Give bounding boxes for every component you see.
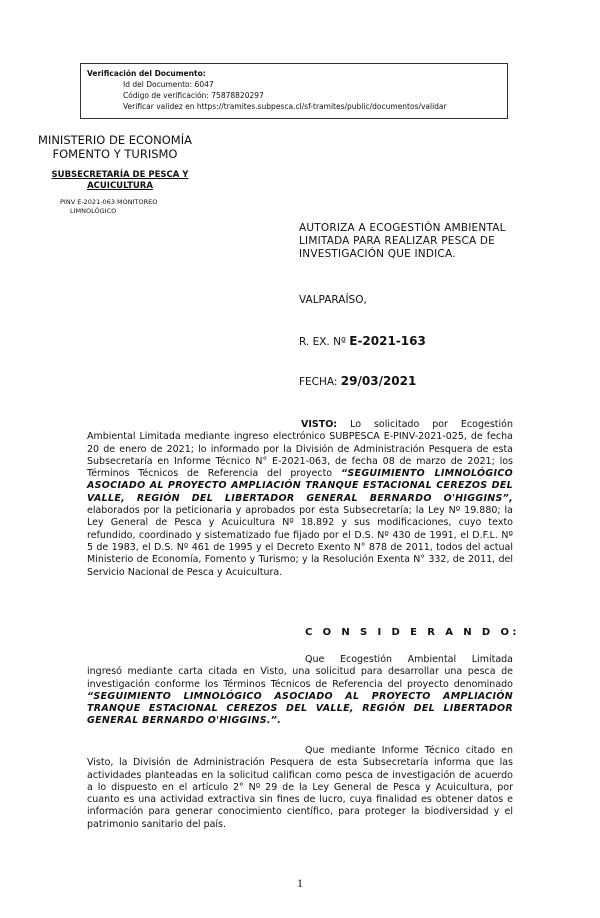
verification-item-url: • Verificar validez en https://tramites.subpesca.cl/sf-tramites/public/documentos/validar <box>123 101 501 112</box>
verification-box <box>80 63 508 119</box>
verification-title: Verificación del Documento: <box>87 69 206 78</box>
considerando-heading: C O N S I D E R A N D O: <box>305 627 520 638</box>
subsecretaria-header <box>35 170 205 192</box>
visto-project-name: “SEGUIMIENTO LIMNOLÓGICO ASOCIADO AL PROYECTO AMPLIACIÓN TRANQUE ESTACIONAL CEREZOS DEL VALLE, REGIÓN DEL LIBERTADOR GENERAL BERNARDO O'HIGGINS”, <box>87 468 514 504</box>
verification-item-id: • Id del Documento: 6047 <box>123 79 501 90</box>
visto-text-1: Lo solicitado por Ecogestión Ambiental Limitada mediante ingreso electrónico SUBPESCA E-PINV-2021-025, de fecha 20 de enero de 2021; lo informado por la División de Administración Pesquera de esta Subsecretaría en Informe Técnico N° E-2021-063, de fecha 08 de marzo de 2021; los Términos Técnicos de Referencia del proyecto <box>87 419 513 480</box>
ministry-line-2: FOMENTO Y TURISMO <box>52 147 178 161</box>
visto-paragraph <box>87 419 513 579</box>
verification-item-code: • Código de verificación: 75878820297 <box>123 90 501 101</box>
considerando-p1-project: “SEGUIMIENTO LIMNOLÓGICO ASOCIADO AL PROYECTO AMPLIACIÓN TRANQUE ESTACIONAL CEREZOS DEL VALLE, REGIÓN DEL LIBERTADOR GENERAL BERNARDO O'HIGGINS.”. <box>87 690 513 727</box>
resolution-date <box>299 374 416 388</box>
considerando-p2-text: Que mediante Informe Técnico citado en Visto, la División de Administración Pesquera de esta Subsecretaría informa que las actividades planteadas en la solicitud califican como pesca de investigación de acuerdo a lo dispuesto en el artículo 2° Nº 29 de la Ley General de Pesca y Acuicultura, por cuanto es una actividad extractiva sin fines de lucro, cuya finalidad es obtener datos e información para generar conocimiento científico, para proteger la biodiversidad y el patrimonio sanitario del país. <box>87 745 513 830</box>
ministry-header <box>20 133 210 161</box>
pinv-reference <box>60 198 170 216</box>
subsecretaria-line-1: SUBSECRETARÍA DE PESCA Y <box>51 170 189 180</box>
considerando-paragraph-1 <box>87 654 513 728</box>
resolution-title: AUTORIZA A ECOGESTIÓN AMBIENTAL LIMITADA PARA REALIZAR PESCA DE INVESTIGACIÓN QUE INDICA. <box>299 222 506 260</box>
considerando-p1-text: Que Ecogestión Ambiental Limitada ingresó mediante carta citada en Visto, una solicitud para desarrollar una pesca de investigación conforme los Términos Técnicos de Referencia del proyecto denominado <box>87 654 513 690</box>
resolution-place: VALPARAÍSO, <box>299 294 367 306</box>
considerando-paragraph-2 <box>87 745 513 831</box>
resolution-number <box>299 334 426 348</box>
pinv-line-1: PINV E-2021-063 MONITOREO <box>60 198 158 206</box>
rex-number: E-2021-163 <box>349 334 426 348</box>
pinv-line-2: LIMNOLÓGICO <box>70 207 117 215</box>
rex-label: R. EX. Nº <box>299 336 346 348</box>
visto-label: VISTO: <box>301 419 338 430</box>
fecha-label: FECHA: <box>299 376 338 388</box>
verification-list <box>87 79 501 112</box>
page-number: 1 <box>297 876 303 890</box>
ministry-line-1: MINISTERIO DE ECONOMÍA <box>38 133 192 147</box>
fecha-value: 29/03/2021 <box>340 374 417 388</box>
visto-text-2: elaborados por la peticionaria y aprobados por esta Subsecretaría; la Ley Nº 19.880; la Ley General de Pesca y Acuicultura Nº 18.892 y sus modificaciones, cuyo texto refundido, coordinado y sistematizado fue fijado por el D.S. Nº 430 de 1991, el D.F.L. Nº 5 de 1983, el D.S. Nº 461 de 1995 y el Decreto Exento N° 878 de 2011, todos del actual Ministerio de Economía, Fomento y Turismo; y la Resolución Exenta N° 332, de 2011, del Servicio Nacional de Pesca y Acuicultura. <box>87 505 513 578</box>
subsecretaria-line-2: ACUICULTURA <box>87 181 153 191</box>
